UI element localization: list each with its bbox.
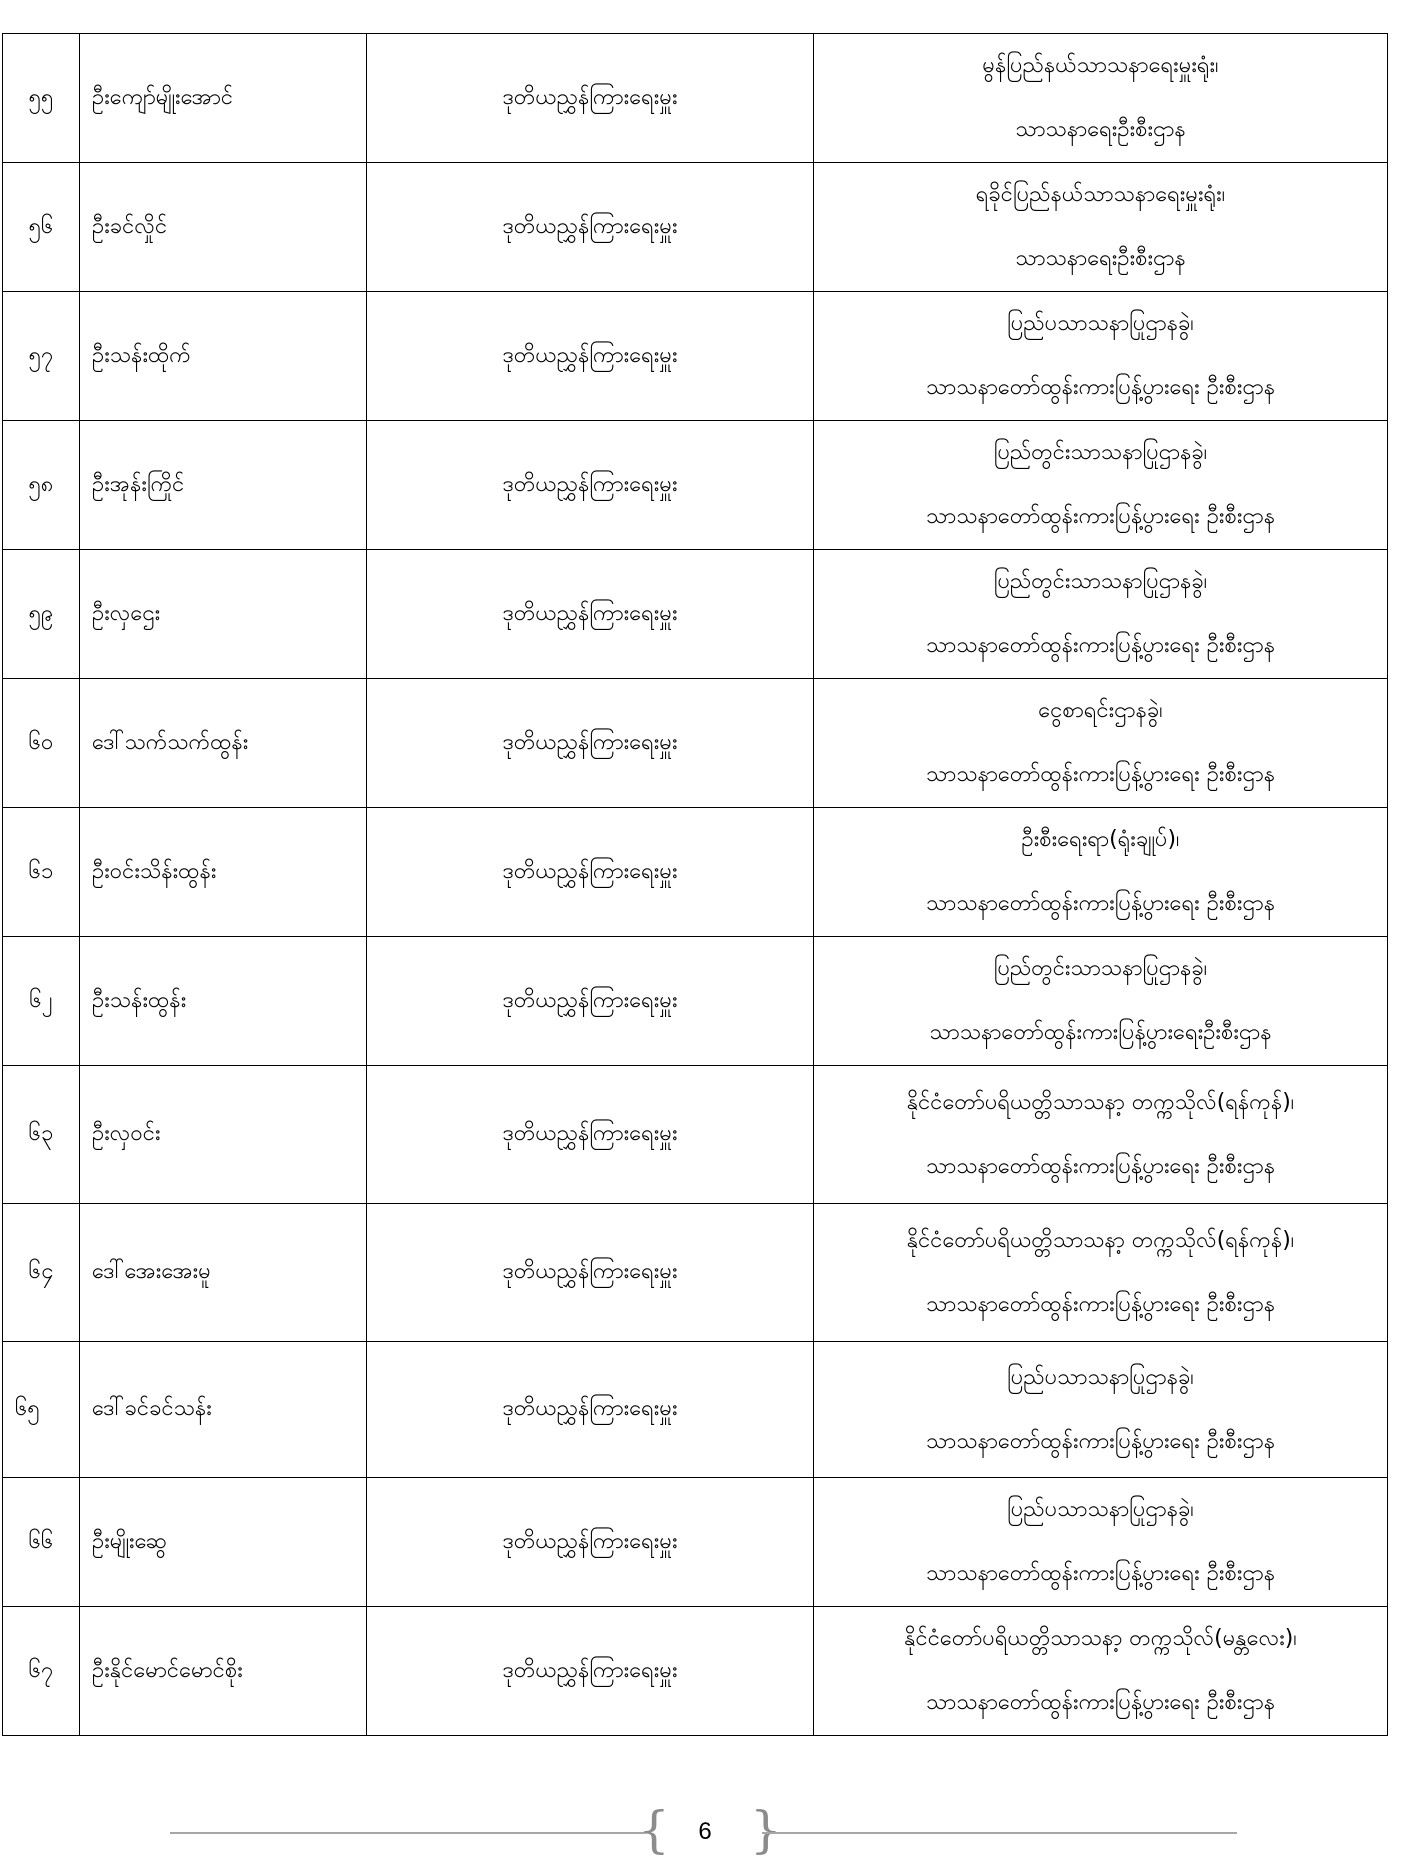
office-line: ငွေစာရင်းဌာနခွဲ၊ — [1038, 698, 1163, 723]
person-name: ဒေါ်ခင်ခင်သန်း — [80, 1342, 367, 1478]
department-line: သာသနာတော်ထွန်းကားပြန့်ပွားရေး ဦးစီးဌာန — [925, 1428, 1276, 1454]
left-brace-icon: { — [638, 1801, 670, 1859]
row-number: ၅၆ — [3, 163, 80, 292]
position-title: ဒုတိယညွှန်ကြားရေးမှူး — [367, 1607, 814, 1736]
office-line: ဦးစီးရေးရာ(ရုံးချုပ်)၊ — [1021, 827, 1180, 852]
office-cell — [814, 1204, 1388, 1342]
position-title: ဒုတိယညွှန်ကြားရေးမှူး — [367, 550, 814, 679]
table-row — [3, 421, 1388, 550]
position-title: ဒုတိယညွှန်ကြားရေးမှူး — [367, 163, 814, 292]
row-number: ၆၅ — [3, 1342, 80, 1478]
department-line: သာသနာတော်ထွန်းကားပြန့်ပွားရေး ဦးစီးဌာန — [925, 1153, 1276, 1179]
department-line: သာသနာတော်ထွန်းကားပြန့်ပွားရေး ဦးစီးဌာန — [925, 504, 1276, 529]
table-row — [3, 1066, 1388, 1204]
person-name: ဦးဝင်းသိန်းထွန်း — [80, 808, 367, 937]
office-cell — [814, 1478, 1388, 1607]
position-title: ဒုတိယညွှန်ကြားရေးမှူး — [367, 808, 814, 937]
office-cell — [814, 34, 1388, 163]
person-name: ဦးလှဝင်း — [80, 1066, 367, 1204]
table-row — [3, 808, 1388, 937]
staff-table — [2, 33, 1388, 1736]
table-row — [3, 937, 1388, 1066]
office-cell — [814, 679, 1388, 808]
row-number: ၅၉ — [3, 550, 80, 679]
position-title: ဒုတိယညွှန်ကြားရေးမှူး — [367, 679, 814, 808]
person-name: ဦးသန်းထိုက် — [80, 292, 367, 421]
office-line: ပြည်တွင်းသာသနာပြုဌာနခွဲ၊ — [993, 956, 1208, 981]
office-cell — [814, 550, 1388, 679]
row-number: ၆၆ — [3, 1478, 80, 1607]
person-name: ဒေါ်အေးအေးမူ — [80, 1204, 367, 1342]
table-row — [3, 292, 1388, 421]
row-number: ၆၀ — [3, 679, 80, 808]
office-line: ပြည်တွင်းသာသနာပြုဌာနခွဲ၊ — [993, 440, 1208, 465]
office-line: နိုင်ငံတော်ပရိယတ္တိသာသနာ့ တက္ကသိုလ်(ရန်ကုန်)၊ — [906, 1089, 1295, 1115]
office-line: မွန်ပြည်နယ်သာသနာရေးမှူးရုံး၊ — [982, 53, 1219, 78]
position-title: ဒုတိယညွှန်ကြားရေးမှူး — [367, 421, 814, 550]
office-cell — [814, 808, 1388, 937]
department-line: သာသနာတော်ထွန်းကားပြန့်ပွားရေး ဦးစီးဌာန — [925, 762, 1276, 787]
row-number: ၆၇ — [3, 1607, 80, 1736]
department-line: သာသနာတော်ထွန်းကားပြန့်ပွားရေး ဦးစီးဌာန — [925, 375, 1276, 400]
department-line: သာသနာတော်ထွန်းကားပြန့်ပွားရေး ဦးစီးဌာန — [925, 633, 1276, 658]
position-title: ဒုတိယညွှန်ကြားရေးမှူး — [367, 1066, 814, 1204]
position-title: ဒုတိယညွှန်ကြားရေးမှူး — [367, 1478, 814, 1607]
table-row — [3, 1342, 1388, 1478]
table-row — [3, 550, 1388, 679]
position-title: ဒုတိယညွှန်ကြားရေးမှူး — [367, 1342, 814, 1478]
page-number: 6 — [698, 1818, 712, 1845]
page-footer — [0, 1800, 1422, 1860]
right-brace-icon: } — [750, 1801, 782, 1859]
office-line: နိုင်ငံတော်ပရိယတ္တိသာသနာ့ တက္ကသိုလ်(ရန်ကုန်)၊ — [906, 1227, 1295, 1253]
office-line: ပြည်တွင်းသာသနာပြုဌာနခွဲ၊ — [993, 569, 1208, 594]
table-row — [3, 1607, 1388, 1736]
person-name: ဦးကျော်မျိုးအောင် — [80, 34, 367, 163]
office-cell — [814, 163, 1388, 292]
staff-table-body — [3, 34, 1388, 1736]
person-name: ဦးခင်လှိုင် — [80, 163, 367, 292]
department-line: သာသနာတော်ထွန်းကားပြန့်ပွားရေး ဦးစီးဌာန — [925, 1561, 1276, 1586]
table-row — [3, 163, 1388, 292]
table-row — [3, 1204, 1388, 1342]
table-row — [3, 679, 1388, 808]
office-line: ပြည်ပသာသနာပြုဌာနခွဲ၊ — [1007, 1497, 1194, 1522]
person-name: ဦးနိုင်မောင်မောင်စိုး — [80, 1607, 367, 1736]
table-row — [3, 34, 1388, 163]
position-title: ဒုတိယညွှန်ကြားရေးမှူး — [367, 34, 814, 163]
person-name: ဦးမျိုးဆွေ — [80, 1478, 367, 1607]
row-number: ၅၅ — [3, 34, 80, 163]
department-line: သာသနာရေးဦးစီးဌာန — [1015, 246, 1186, 271]
office-line: နိုင်ငံတော်ပရိယတ္တိသာသနာ့ တက္ကသိုလ်(မန္တလေး)၊ — [904, 1626, 1297, 1651]
department-line: သာသနာတော်ထွန်းကားပြန့်ပွားရေးဦးစီးဌာန — [929, 1020, 1272, 1045]
office-cell — [814, 937, 1388, 1066]
office-cell — [814, 1342, 1388, 1478]
office-line: ပြည်ပသာသနာပြုဌာနခွဲ၊ — [1007, 311, 1194, 336]
office-cell — [814, 292, 1388, 421]
department-line: သာသနာရေးဦးစီးဌာန — [1015, 117, 1186, 142]
person-name: ဒေါ်သက်သက်ထွန်း — [80, 679, 367, 808]
department-line: သာသနာတော်ထွန်းကားပြန့်ပွားရေး ဦးစီးဌာန — [925, 1291, 1276, 1317]
row-number: ၅၈ — [3, 421, 80, 550]
row-number: ၆၃ — [3, 1066, 80, 1204]
row-number: ၆၁ — [3, 808, 80, 937]
position-title: ဒုတိယညွှန်ကြားရေးမှူး — [367, 1204, 814, 1342]
office-cell — [814, 1607, 1388, 1736]
row-number: ၆၄ — [3, 1204, 80, 1342]
person-name: ဦးသန်းထွန်း — [80, 937, 367, 1066]
office-line: ရခိုင်ပြည်နယ်သာသနာရေးမှူးရုံး၊ — [975, 182, 1226, 207]
person-name: ဦးအုန်းကြိုင် — [80, 421, 367, 550]
table-row — [3, 1478, 1388, 1607]
row-number: ၆၂ — [3, 937, 80, 1066]
row-number: ၅၇ — [3, 292, 80, 421]
position-title: ဒုတိယညွှန်ကြားရေးမှူး — [367, 292, 814, 421]
footer-rule-right — [762, 1832, 1237, 1834]
person-name: ဦးလှဌေး — [80, 550, 367, 679]
department-line: သာသနာတော်ထွန်းကားပြန့်ပွားရေး ဦးစီးဌာန — [925, 1690, 1276, 1715]
department-line: သာသနာတော်ထွန်းကားပြန့်ပွားရေး ဦးစီးဌာန — [925, 891, 1276, 916]
office-cell — [814, 421, 1388, 550]
office-line: ပြည်ပသာသနာပြုဌာနခွဲ၊ — [1007, 1364, 1194, 1390]
office-cell — [814, 1066, 1388, 1204]
position-title: ဒုတိယညွှန်ကြားရေးမှူး — [367, 937, 814, 1066]
footer-rule-left — [170, 1832, 645, 1834]
